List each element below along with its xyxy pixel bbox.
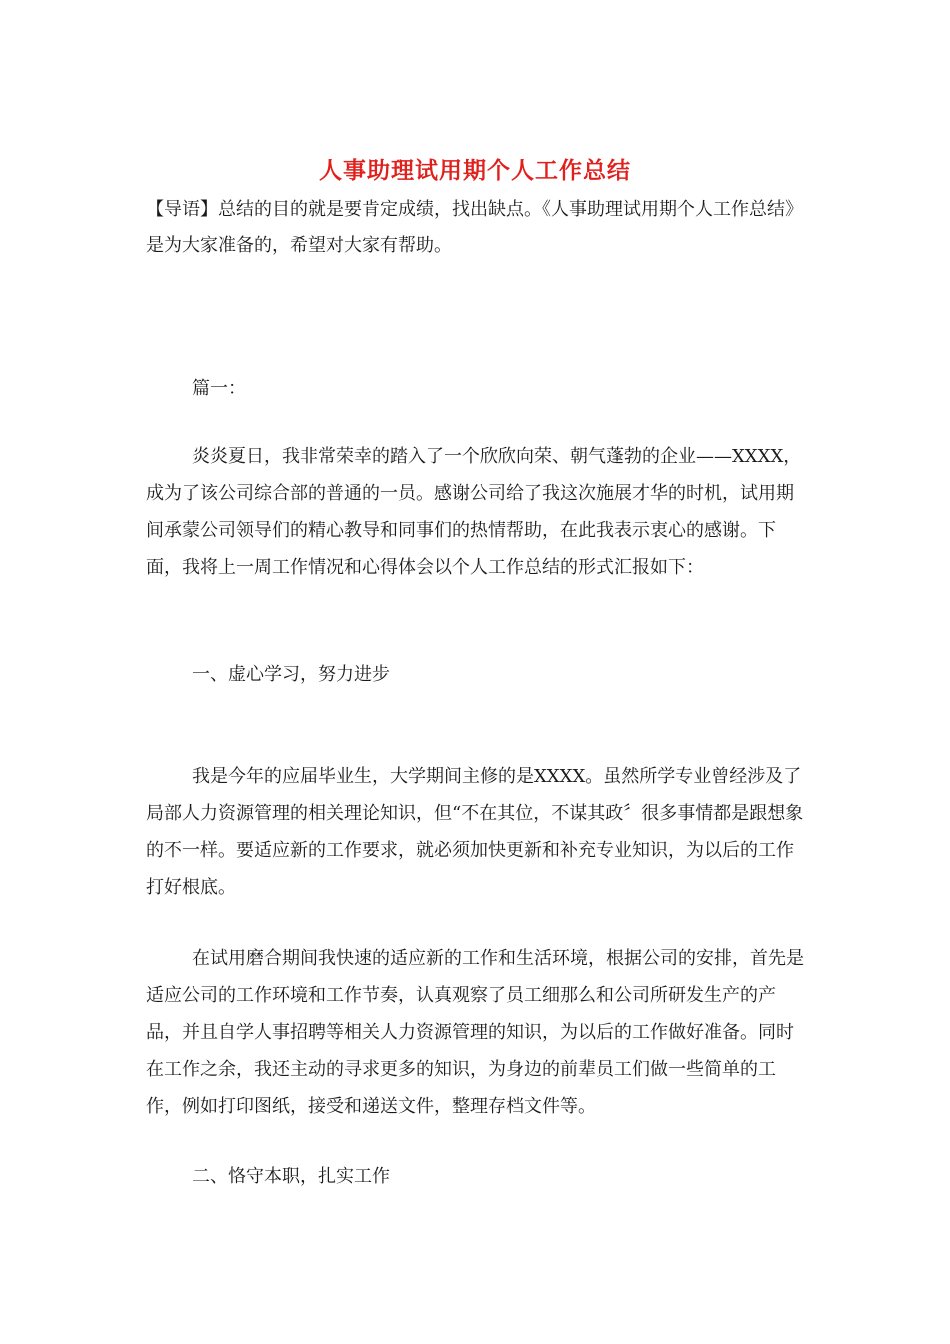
document-title: 人事助理试用期个人工作总结 [319,157,631,184]
intro-paragraph: 【导语】总结的目的就是要肯定成绩，找出缺点。《人事助理试用期个人工作总结》是为大家准备的，希望对大家有帮助。 [146,199,803,256]
paragraph-2: 我是今年的应届毕业生，大学期间主修的是XXXX。虽然所学专业曾经涉及了局部人力资源管理的相关理论知识，但“不在其位，不谋其政〞很多事情都是跟想象的不一样。要适应新的工作要求，就必须加快更新和补充专业知识，为以后的工作打好根底。 [146,766,804,898]
section-label: 篇一： [192,378,246,399]
paragraph-1: 炎炎夏日，我非常荣幸的踏入了一个欣欣向荣、朝气蓬勃的企业——XXXX，成为了该公司综合部的普通的一员。感谢公司给了我这次施展才华的时机，试用期间承蒙公司领导们的精心教导和同事们的热情帮助，在此我表示衷心的感谢。下面，我将上一周工作情况和心得体会以个人工作总结的形式汇报如下： [146,446,802,578]
heading-1: 一、虚心学习，努力进步 [192,664,390,685]
heading-2: 二、恪守本职，扎实工作 [192,1166,390,1187]
paragraph-3: 在试用磨合期间我快速的适应新的工作和生活环境，根据公司的安排，首先是适应公司的工作环境和工作节奏，认真观察了员工细那么和公司所研发生产的产品，并且自学人事招聘等相关人力资源管理的知识，为以后的工作做好准备。同时在工作之余，我还主动的寻求更多的知识，为身边的前辈员工们做一些简单的工作，例如打印图纸，接受和递送文件，整理存档文件等。 [146,948,804,1117]
